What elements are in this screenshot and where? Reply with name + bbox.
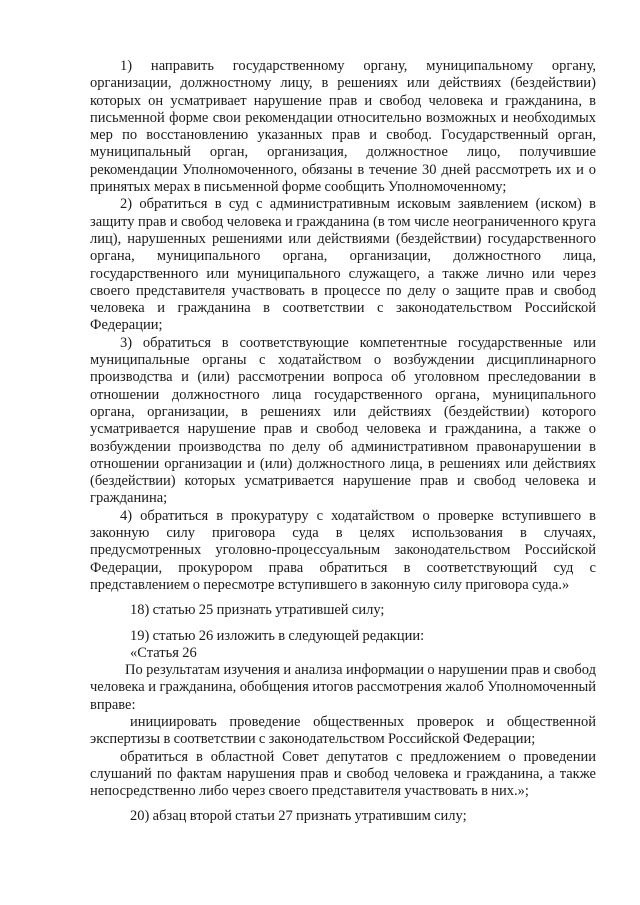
paragraph-article-27: 20) абзац второй статьи 27 признать утратившим силу;	[130, 808, 467, 825]
paragraph-article-26-item-2: обратиться в областной Совет депутатов с предложением о проведении слушаний по фактам нарушения прав и свобод человека и гражданина, а также непосредственно либо через своего представителя участвовать в них.»;	[90, 748, 596, 800]
paragraph-item-1: 1) направить государственному органу, муниципальному органу, организации, должностному лицу, в решениях или действиях (бездействии) которых он усматривает нарушение прав и свобод человека и гражданина, в письменной форме свои рекомендации относительно возможных и необходимых мер по восстановлению указанных прав и свобод. Государственный орган, муниципальный орган, организация, должностное лицо, получившие рекомендации Уполномоченного, обязаны в течение 30 дней рассмотреть их и о принятых мерах в письменной форме сообщить Уполномоченному;	[90, 58, 596, 196]
paragraph-article-26-intro: По результатам изучения и анализа информации о нарушении прав и свобод человека и гражданина, обобщения итогов рассмотрения жалоб Уполномоченный вправе:	[90, 662, 596, 713]
paragraph-item-4: 4) обратиться в прокуратуру с ходатайством о проверке вступившего в законную силу приговора суда в целях использования в случаях, предусмотренных уголовно-процессуальным законодательством Российской Федерации, прокурором права обратиться в соответствующий суд с представлением о пересмотре вступившего в законную силу приговора суда.»	[90, 507, 596, 593]
article-26-heading: «Статья 26	[130, 644, 197, 661]
paragraph-article-26-item-1: инициировать проведение общественных проверок и общественной экспертизы в соответствии с законодательством Российской Федерации;	[90, 713, 596, 748]
paragraph-item-2: 2) обратиться в суд с административным исковым заявлением (иском) в защиту прав и свобод человека и гражданина (в том числе неограниченного круга лиц), нарушенных решениями или действиями (бездействии) государственного органа, муниципального органа, организации, должностного лица, государственного или муниципального служащего, а также лично или через своего представителя участвовать в процессе по делу о защите прав и свобод человека и гражданина в соответствии с законодательством Российской Федерации;	[90, 196, 596, 334]
paragraph-article-26: 19) статью 26 изложить в следующей редакции:	[130, 627, 425, 644]
paragraph-article-25: 18) статью 25 признать утратившей силу;	[130, 602, 385, 619]
paragraph-item-3: 3) обратиться в соответствующие компетентные государственные или муниципальные органы с ходатайством о возбуждении дисциплинарного производства и (или) рассмотрении вопроса об уголовном преследовании в отношении должностного лица государственного органа, муниципального органа, организации, в решениях или действиях (бездействии) которого усматривается нарушение прав и свобод человека и гражданина, а также о возбуждении производства по делу об административном правонарушении в отношении организации и (или) должностного лица, в решениях или действиях (бездействии) которых усматривается нарушение прав и свобод человека и гражданина;	[90, 334, 596, 507]
document-page	[90, 58, 596, 826]
